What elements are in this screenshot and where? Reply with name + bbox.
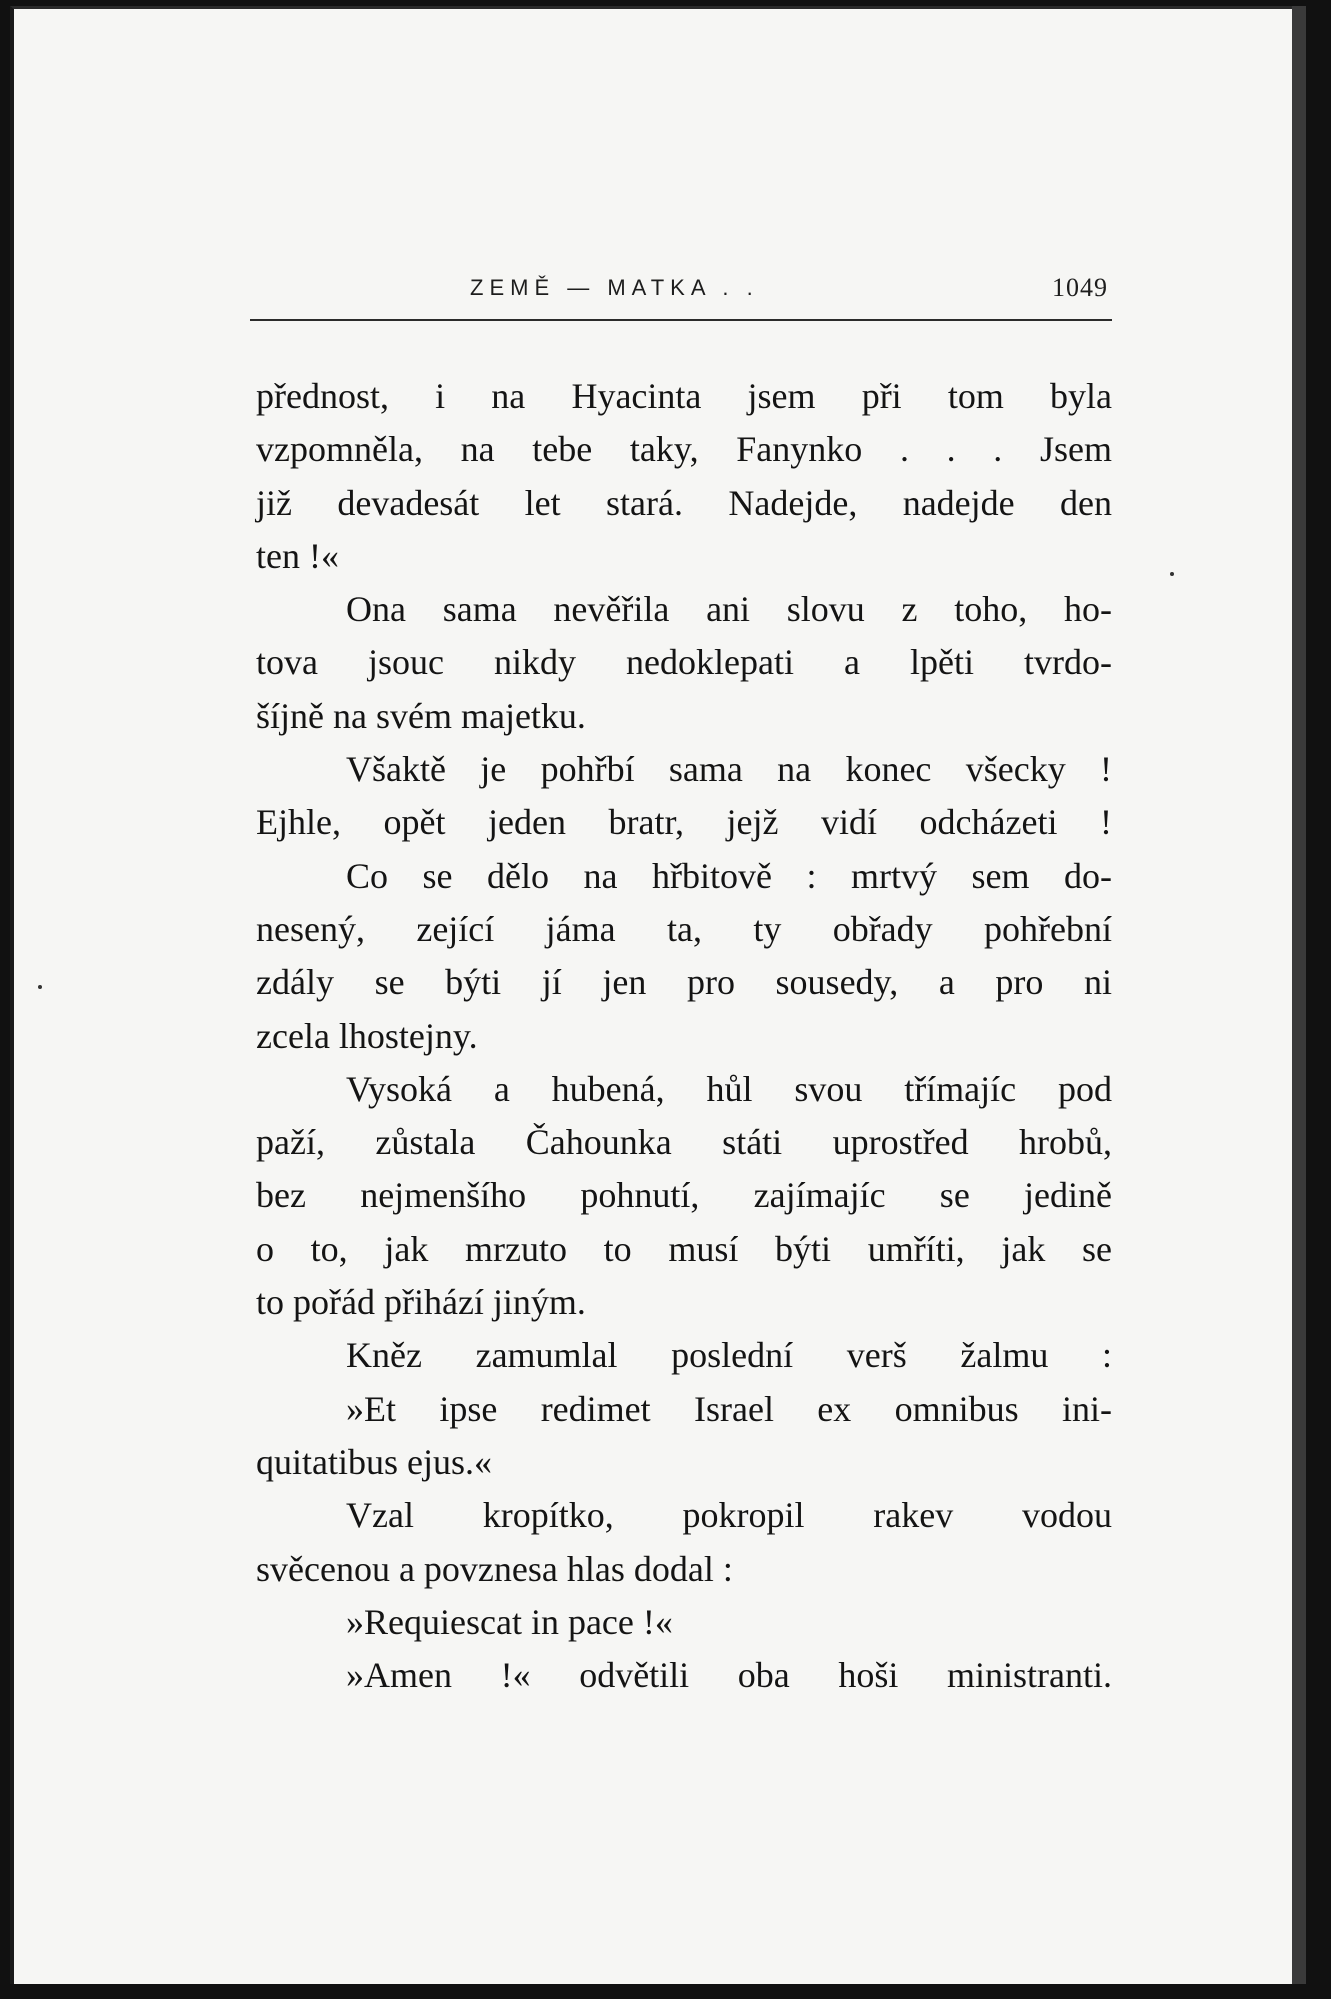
running-title: ZEMĚ — MATKA . . — [470, 275, 759, 300]
text-line: Co se dělo na hřbitově : mrtvý sem do- — [346, 855, 1112, 896]
text-line: Kněz zamumlal poslední verš žalmu : — [346, 1335, 1112, 1376]
text-line: svěcenou a povznesa hlas dodal : — [256, 1548, 733, 1589]
text-line: to pořád přihází jiným. — [256, 1282, 586, 1323]
text-line: »Et ipse redimet Israel ex omnibus ini- — [346, 1388, 1112, 1429]
text-line: přednost, i na Hyacinta jsem při tom byla — [256, 376, 1112, 416]
text-line: nesený, zející jáma ta, ty obřady pohřební — [256, 908, 1112, 949]
text-line: o to, jak mrzuto to musí býti umříti, jak se — [256, 1228, 1112, 1269]
text-line: zdály se býti jí jen pro sousedy, a pro ni — [256, 962, 1112, 1003]
text-line: Ona sama nevěřila ani slovu z toho, ho- — [346, 589, 1112, 630]
paper-speck — [1170, 572, 1174, 576]
header-rule — [250, 319, 1112, 321]
running-header — [250, 273, 1112, 313]
text-line: již devadesát let stará. Nadejde, nadejde den — [256, 482, 1112, 523]
text-line: vzpomněla, na tebe taky, Fanynko . . . Jsem — [256, 429, 1112, 470]
page-edge-shadow — [1292, 6, 1306, 1984]
text-line: Vzal kropítko, pokropil rakev vodou — [346, 1495, 1112, 1536]
page-number: 1049 — [1052, 273, 1108, 302]
paper-speck — [38, 985, 42, 989]
text-line: ten !« — [256, 535, 339, 576]
text-line: Všaktě je pohřbí sama na konec všecky ! — [346, 749, 1112, 790]
text-line: Vysoká a hubená, hůl svou třímajíc pod — [346, 1068, 1112, 1109]
text-line: šíjně na svém majetku. — [256, 695, 586, 736]
text-line: quitatibus ejus.« — [256, 1441, 492, 1482]
body-text — [256, 370, 1112, 1702]
text-line: »Requiescat in pace !« — [346, 1601, 673, 1642]
text-line: paží, zůstala Čahounka státi uprostřed hrobů, — [256, 1122, 1112, 1163]
text-line: tova jsouc nikdy nedoklepati a lpěti tvrdo- — [256, 642, 1112, 683]
text-line: »Amen !« odvětili oba hoši ministranti. — [346, 1655, 1112, 1696]
text-line: zcela lhostejny. — [256, 1015, 478, 1056]
text-line: Ejhle, opět jeden bratr, jejž vidí odcházeti ! — [256, 802, 1112, 843]
text-line: bez nejmenšího pohnutí, zajímajíc se jedině — [256, 1175, 1112, 1216]
